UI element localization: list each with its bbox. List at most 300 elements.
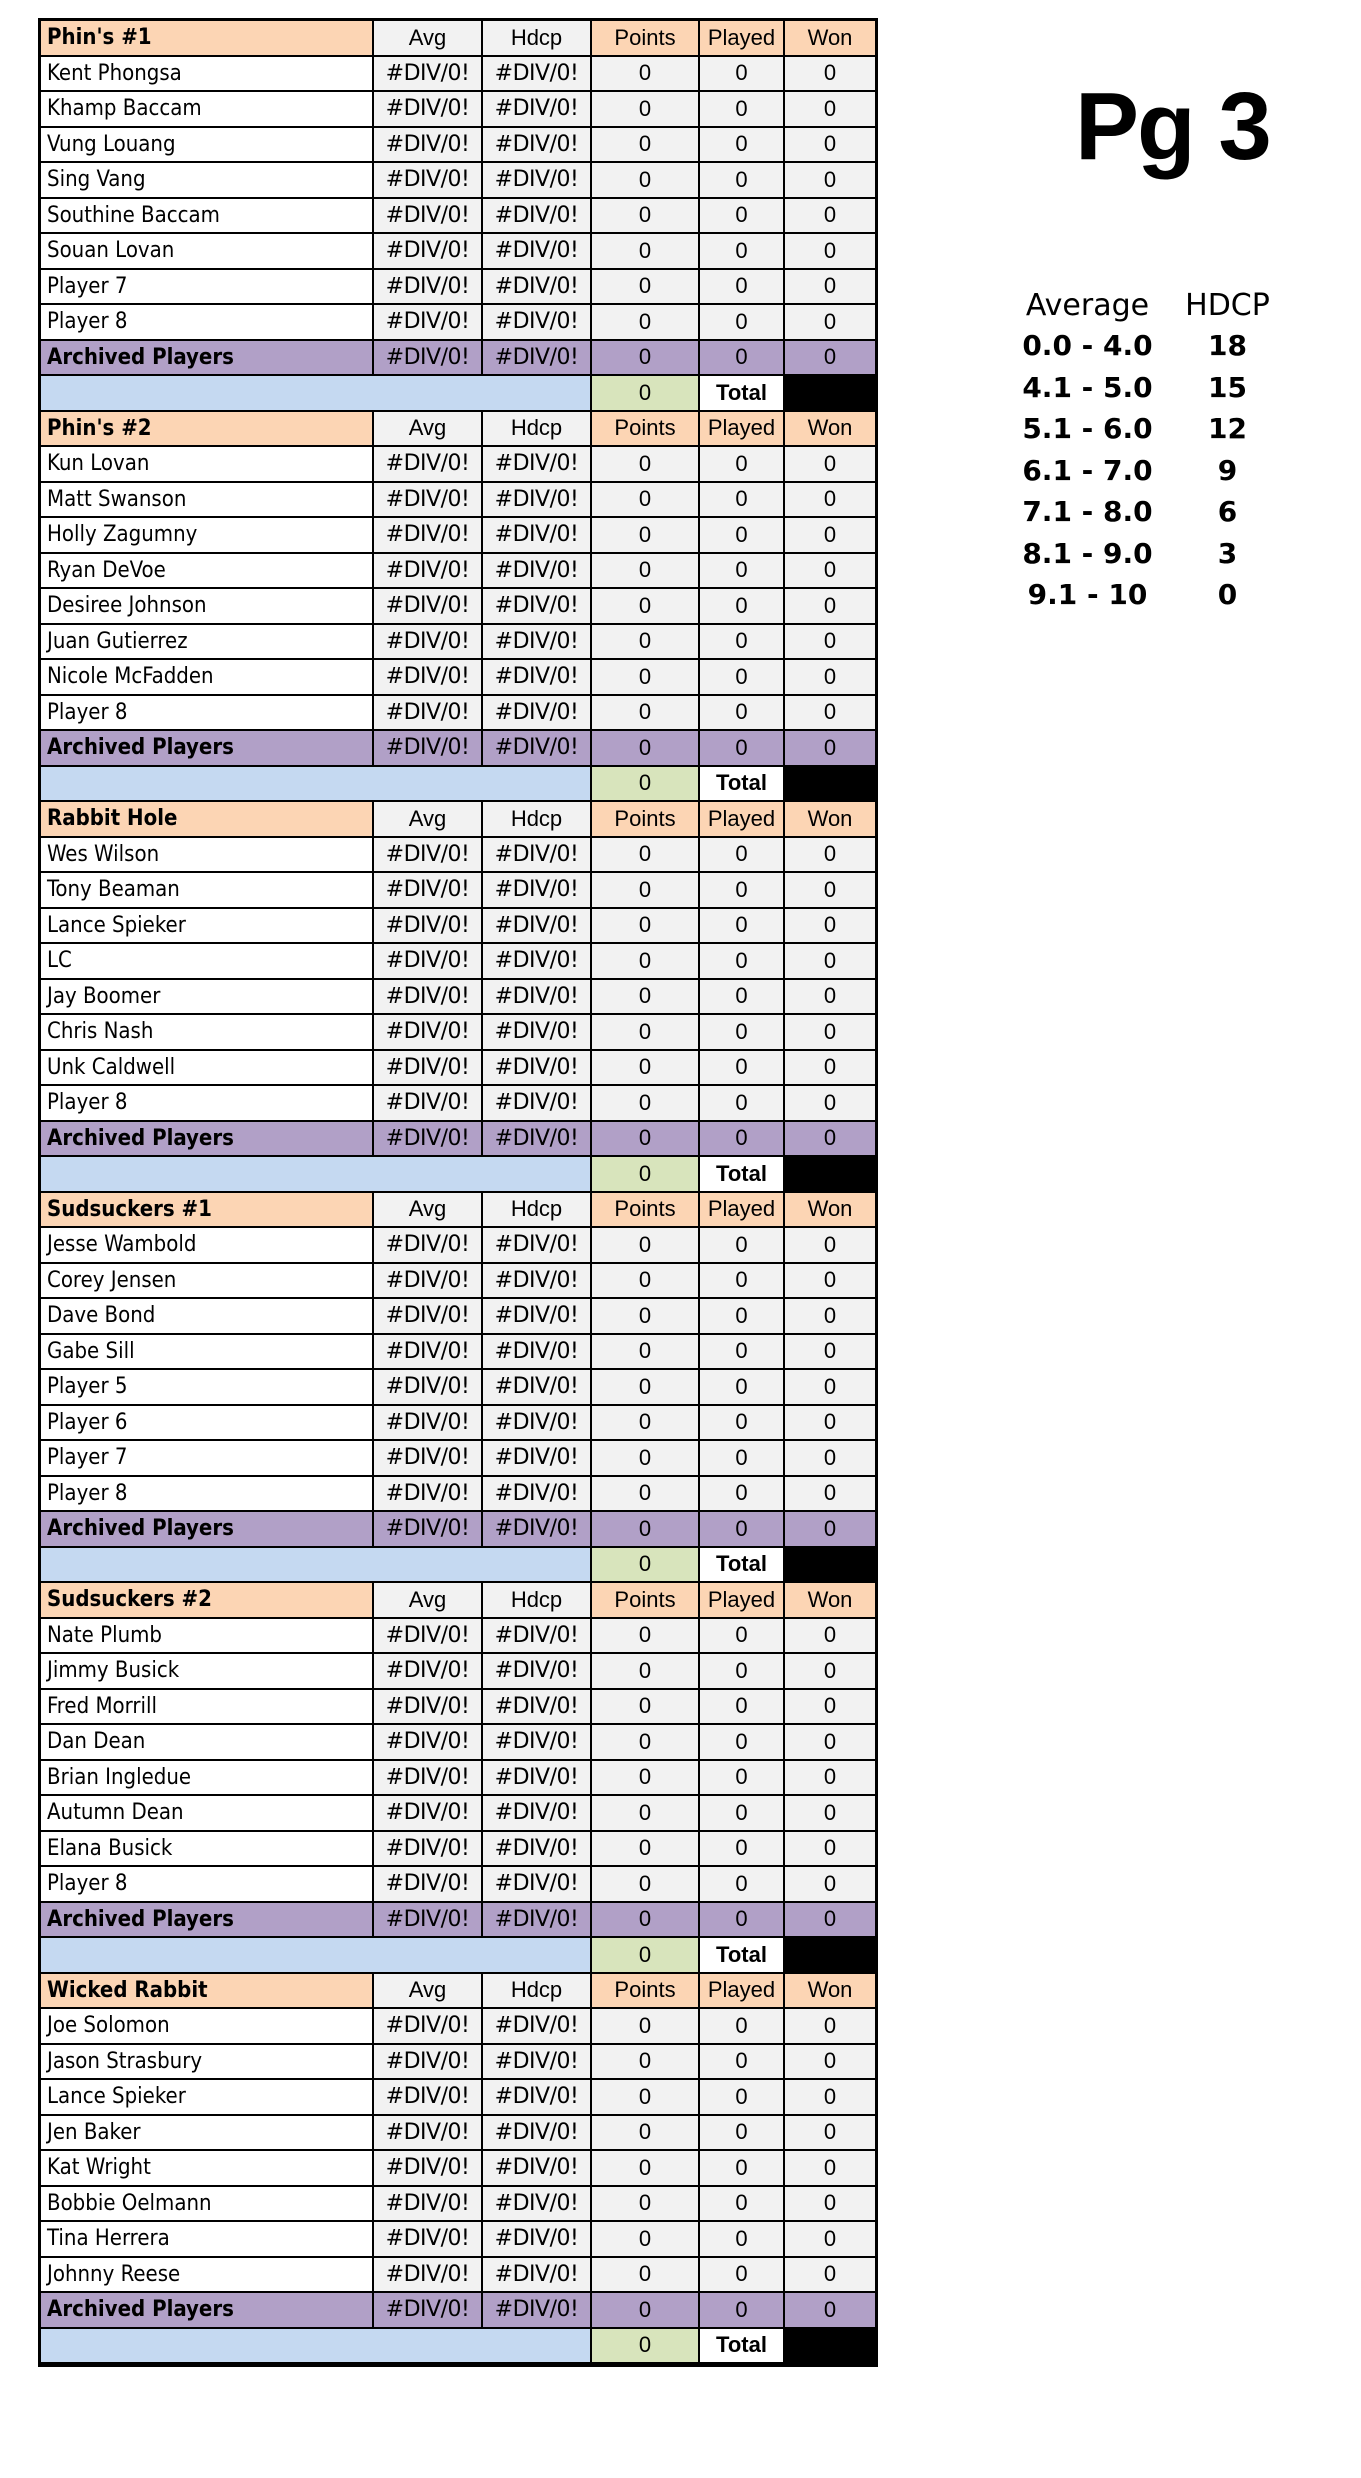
player-name[interactable]: Dan Dean [41,1725,374,1761]
player-points[interactable]: 0 [592,696,700,732]
player-won[interactable]: 0 [785,1228,875,1264]
player-hdcp[interactable]: #DIV/0! [483,2187,592,2223]
archived-won[interactable]: 0 [785,1512,875,1548]
player-won[interactable]: 0 [785,57,875,93]
player-hdcp[interactable]: #DIV/0! [483,1761,592,1797]
player-avg[interactable]: #DIV/0! [374,1051,483,1087]
player-points[interactable]: 0 [592,2187,700,2223]
player-points[interactable]: 0 [592,447,700,483]
archived-played[interactable]: 0 [700,1512,785,1548]
player-points[interactable]: 0 [592,2045,700,2081]
player-hdcp[interactable]: #DIV/0! [483,1654,592,1690]
player-hdcp[interactable]: #DIV/0! [483,1370,592,1406]
player-won[interactable]: 0 [785,1477,875,1513]
player-hdcp[interactable]: #DIV/0! [483,909,592,945]
player-won[interactable]: 0 [785,1051,875,1087]
player-won[interactable]: 0 [785,234,875,270]
team-total-points[interactable]: 0 [592,2329,700,2365]
archived-points[interactable]: 0 [592,1122,700,1158]
player-played[interactable]: 0 [700,2080,785,2116]
player-won[interactable]: 0 [785,589,875,625]
player-played[interactable]: 0 [700,660,785,696]
player-points[interactable]: 0 [592,1086,700,1122]
player-avg[interactable]: #DIV/0! [374,305,483,341]
player-won[interactable]: 0 [785,1619,875,1655]
player-points[interactable]: 0 [592,2116,700,2152]
team-name[interactable]: Rabbit Hole [41,802,374,838]
archived-won[interactable]: 0 [785,2293,875,2329]
player-played[interactable]: 0 [700,1299,785,1335]
player-name[interactable]: Jimmy Busick [41,1654,374,1690]
archived-points[interactable]: 0 [592,1903,700,1939]
player-avg[interactable]: #DIV/0! [374,1264,483,1300]
player-played[interactable]: 0 [700,1725,785,1761]
archived-points[interactable]: 0 [592,731,700,767]
player-points[interactable]: 0 [592,1441,700,1477]
player-points[interactable]: 0 [592,1228,700,1264]
player-hdcp[interactable]: #DIV/0! [483,1335,592,1371]
archived-players-label[interactable]: Archived Players [41,1122,374,1158]
player-won[interactable]: 0 [785,944,875,980]
player-name[interactable]: Autumn Dean [41,1796,374,1832]
player-avg[interactable]: #DIV/0! [374,1690,483,1726]
archived-played[interactable]: 0 [700,2293,785,2329]
player-name[interactable]: Wes Wilson [41,838,374,874]
player-avg[interactable]: #DIV/0! [374,1654,483,1690]
archived-played[interactable]: 0 [700,341,785,377]
player-name[interactable]: Souan Lovan [41,234,374,270]
player-played[interactable]: 0 [700,1051,785,1087]
player-avg[interactable]: #DIV/0! [374,980,483,1016]
player-name[interactable]: Player 8 [41,1867,374,1903]
player-points[interactable]: 0 [592,1654,700,1690]
player-avg[interactable]: #DIV/0! [374,2045,483,2081]
player-hdcp[interactable]: #DIV/0! [483,1477,592,1513]
player-avg[interactable]: #DIV/0! [374,909,483,945]
player-avg[interactable]: #DIV/0! [374,2187,483,2223]
team-total-points[interactable]: 0 [592,767,700,803]
player-name[interactable]: Player 8 [41,1477,374,1513]
player-hdcp[interactable]: #DIV/0! [483,1619,592,1655]
player-name[interactable]: Player 8 [41,305,374,341]
archived-players-label[interactable]: Archived Players [41,1512,374,1548]
player-won[interactable]: 0 [785,1299,875,1335]
player-points[interactable]: 0 [592,1299,700,1335]
player-points[interactable]: 0 [592,1406,700,1442]
player-points[interactable]: 0 [592,838,700,874]
player-hdcp[interactable]: #DIV/0! [483,57,592,93]
player-hdcp[interactable]: #DIV/0! [483,1725,592,1761]
player-points[interactable]: 0 [592,1796,700,1832]
player-played[interactable]: 0 [700,128,785,164]
player-points[interactable]: 0 [592,483,700,519]
player-name[interactable]: Nicole McFadden [41,660,374,696]
player-played[interactable]: 0 [700,2187,785,2223]
player-played[interactable]: 0 [700,2222,785,2258]
player-avg[interactable]: #DIV/0! [374,1299,483,1335]
player-played[interactable]: 0 [700,1335,785,1371]
player-played[interactable]: 0 [700,944,785,980]
player-points[interactable]: 0 [592,1690,700,1726]
player-hdcp[interactable]: #DIV/0! [483,589,592,625]
player-won[interactable]: 0 [785,163,875,199]
player-hdcp[interactable]: #DIV/0! [483,2151,592,2187]
player-played[interactable]: 0 [700,2045,785,2081]
archived-avg[interactable]: #DIV/0! [374,1903,483,1939]
player-avg[interactable]: #DIV/0! [374,1086,483,1122]
player-avg[interactable]: #DIV/0! [374,1832,483,1868]
player-avg[interactable]: #DIV/0! [374,873,483,909]
player-played[interactable]: 0 [700,234,785,270]
player-name[interactable]: Desiree Johnson [41,589,374,625]
archived-players-label[interactable]: Archived Players [41,341,374,377]
player-won[interactable]: 0 [785,1725,875,1761]
player-won[interactable]: 0 [785,909,875,945]
player-played[interactable]: 0 [700,2116,785,2152]
player-played[interactable]: 0 [700,270,785,306]
player-avg[interactable]: #DIV/0! [374,625,483,661]
player-points[interactable]: 0 [592,1015,700,1051]
player-avg[interactable]: #DIV/0! [374,483,483,519]
player-won[interactable]: 0 [785,2116,875,2152]
archived-won[interactable]: 0 [785,341,875,377]
player-hdcp[interactable]: #DIV/0! [483,838,592,874]
player-name[interactable]: Player 8 [41,1086,374,1122]
player-played[interactable]: 0 [700,1690,785,1726]
player-played[interactable]: 0 [700,305,785,341]
archived-players-label[interactable]: Archived Players [41,2293,374,2329]
player-points[interactable]: 0 [592,199,700,235]
player-avg[interactable]: #DIV/0! [374,1796,483,1832]
archived-played[interactable]: 0 [700,1903,785,1939]
player-points[interactable]: 0 [592,1370,700,1406]
player-avg[interactable]: #DIV/0! [374,1619,483,1655]
player-avg[interactable]: #DIV/0! [374,1370,483,1406]
player-name[interactable]: Matt Swanson [41,483,374,519]
player-avg[interactable]: #DIV/0! [374,57,483,93]
player-name[interactable]: Joe Solomon [41,2009,374,2045]
player-played[interactable]: 0 [700,980,785,1016]
player-won[interactable]: 0 [785,1690,875,1726]
player-name[interactable]: LC [41,944,374,980]
player-won[interactable]: 0 [785,1832,875,1868]
player-won[interactable]: 0 [785,2009,875,2045]
player-hdcp[interactable]: #DIV/0! [483,554,592,590]
player-avg[interactable]: #DIV/0! [374,589,483,625]
player-played[interactable]: 0 [700,1619,785,1655]
player-avg[interactable]: #DIV/0! [374,2222,483,2258]
player-played[interactable]: 0 [700,909,785,945]
player-avg[interactable]: #DIV/0! [374,128,483,164]
player-name[interactable]: Elana Busick [41,1832,374,1868]
player-avg[interactable]: #DIV/0! [374,696,483,732]
archived-hdcp[interactable]: #DIV/0! [483,1903,592,1939]
player-hdcp[interactable]: #DIV/0! [483,2258,592,2294]
player-hdcp[interactable]: #DIV/0! [483,2222,592,2258]
archived-won[interactable]: 0 [785,1903,875,1939]
player-name[interactable]: Nate Plumb [41,1619,374,1655]
player-played[interactable]: 0 [700,483,785,519]
player-hdcp[interactable]: #DIV/0! [483,270,592,306]
player-hdcp[interactable]: #DIV/0! [483,980,592,1016]
player-hdcp[interactable]: #DIV/0! [483,483,592,519]
player-won[interactable]: 0 [785,447,875,483]
player-won[interactable]: 0 [785,2187,875,2223]
player-won[interactable]: 0 [785,660,875,696]
player-hdcp[interactable]: #DIV/0! [483,1867,592,1903]
player-won[interactable]: 0 [785,1264,875,1300]
player-played[interactable]: 0 [700,554,785,590]
player-won[interactable]: 0 [785,1441,875,1477]
player-points[interactable]: 0 [592,625,700,661]
player-hdcp[interactable]: #DIV/0! [483,1015,592,1051]
player-points[interactable]: 0 [592,57,700,93]
player-played[interactable]: 0 [700,1406,785,1442]
player-points[interactable]: 0 [592,92,700,128]
player-hdcp[interactable]: #DIV/0! [483,1690,592,1726]
player-points[interactable]: 0 [592,589,700,625]
archived-points[interactable]: 0 [592,341,700,377]
player-hdcp[interactable]: #DIV/0! [483,1264,592,1300]
player-name[interactable]: Dave Bond [41,1299,374,1335]
archived-players-label[interactable]: Archived Players [41,1903,374,1939]
archived-played[interactable]: 0 [700,1122,785,1158]
player-won[interactable]: 0 [785,2258,875,2294]
player-points[interactable]: 0 [592,2222,700,2258]
player-name[interactable]: Juan Gutierrez [41,625,374,661]
player-hdcp[interactable]: #DIV/0! [483,625,592,661]
player-won[interactable]: 0 [785,1086,875,1122]
player-points[interactable]: 0 [592,1867,700,1903]
player-played[interactable]: 0 [700,1086,785,1122]
archived-avg[interactable]: #DIV/0! [374,341,483,377]
player-avg[interactable]: #DIV/0! [374,92,483,128]
team-name[interactable]: Wicked Rabbit [41,1974,374,2010]
player-name[interactable]: Sing Vang [41,163,374,199]
player-points[interactable]: 0 [592,2080,700,2116]
player-played[interactable]: 0 [700,1761,785,1797]
player-hdcp[interactable]: #DIV/0! [483,1441,592,1477]
player-won[interactable]: 0 [785,1867,875,1903]
player-won[interactable]: 0 [785,2080,875,2116]
player-played[interactable]: 0 [700,873,785,909]
archived-hdcp[interactable]: #DIV/0! [483,1122,592,1158]
player-name[interactable]: Lance Spieker [41,2080,374,2116]
player-name[interactable]: Vung Louang [41,128,374,164]
player-played[interactable]: 0 [700,1867,785,1903]
player-won[interactable]: 0 [785,980,875,1016]
player-played[interactable]: 0 [700,1832,785,1868]
player-name[interactable]: Holly Zagumny [41,518,374,554]
archived-avg[interactable]: #DIV/0! [374,731,483,767]
player-name[interactable]: Brian Ingledue [41,1761,374,1797]
player-hdcp[interactable]: #DIV/0! [483,696,592,732]
player-name[interactable]: Ryan DeVoe [41,554,374,590]
player-avg[interactable]: #DIV/0! [374,1867,483,1903]
player-avg[interactable]: #DIV/0! [374,2258,483,2294]
player-played[interactable]: 0 [700,1264,785,1300]
player-hdcp[interactable]: #DIV/0! [483,660,592,696]
player-name[interactable]: Jason Strasbury [41,2045,374,2081]
player-hdcp[interactable]: #DIV/0! [483,1086,592,1122]
player-played[interactable]: 0 [700,1370,785,1406]
player-played[interactable]: 0 [700,838,785,874]
team-name[interactable]: Phin's #1 [41,21,374,57]
player-played[interactable]: 0 [700,163,785,199]
player-points[interactable]: 0 [592,128,700,164]
player-points[interactable]: 0 [592,270,700,306]
player-avg[interactable]: #DIV/0! [374,1406,483,1442]
player-avg[interactable]: #DIV/0! [374,1725,483,1761]
player-points[interactable]: 0 [592,1477,700,1513]
player-points[interactable]: 0 [592,660,700,696]
player-hdcp[interactable]: #DIV/0! [483,2045,592,2081]
player-points[interactable]: 0 [592,2009,700,2045]
player-avg[interactable]: #DIV/0! [374,447,483,483]
player-hdcp[interactable]: #DIV/0! [483,234,592,270]
player-hdcp[interactable]: #DIV/0! [483,1796,592,1832]
player-avg[interactable]: #DIV/0! [374,1335,483,1371]
team-name[interactable]: Sudsuckers #1 [41,1193,374,1229]
player-played[interactable]: 0 [700,57,785,93]
player-won[interactable]: 0 [785,518,875,554]
team-total-points[interactable]: 0 [592,1938,700,1974]
archived-points[interactable]: 0 [592,1512,700,1548]
archived-avg[interactable]: #DIV/0! [374,2293,483,2329]
player-avg[interactable]: #DIV/0! [374,2151,483,2187]
player-hdcp[interactable]: #DIV/0! [483,873,592,909]
player-name[interactable]: Johnny Reese [41,2258,374,2294]
player-points[interactable]: 0 [592,1619,700,1655]
player-won[interactable]: 0 [785,483,875,519]
player-points[interactable]: 0 [592,234,700,270]
player-avg[interactable]: #DIV/0! [374,1015,483,1051]
archived-hdcp[interactable]: #DIV/0! [483,2293,592,2329]
player-won[interactable]: 0 [785,838,875,874]
team-name[interactable]: Sudsuckers #2 [41,1583,374,1619]
player-points[interactable]: 0 [592,2151,700,2187]
player-won[interactable]: 0 [785,696,875,732]
player-points[interactable]: 0 [592,554,700,590]
player-hdcp[interactable]: #DIV/0! [483,2116,592,2152]
player-won[interactable]: 0 [785,199,875,235]
player-avg[interactable]: #DIV/0! [374,944,483,980]
player-name[interactable]: Kat Wright [41,2151,374,2187]
player-hdcp[interactable]: #DIV/0! [483,1299,592,1335]
player-avg[interactable]: #DIV/0! [374,270,483,306]
player-won[interactable]: 0 [785,625,875,661]
player-points[interactable]: 0 [592,1264,700,1300]
player-name[interactable]: Player 7 [41,1441,374,1477]
player-hdcp[interactable]: #DIV/0! [483,518,592,554]
player-points[interactable]: 0 [592,980,700,1016]
player-name[interactable]: Chris Nash [41,1015,374,1051]
player-played[interactable]: 0 [700,2258,785,2294]
player-played[interactable]: 0 [700,2151,785,2187]
player-hdcp[interactable]: #DIV/0! [483,1406,592,1442]
player-played[interactable]: 0 [700,1228,785,1264]
player-avg[interactable]: #DIV/0! [374,2009,483,2045]
player-name[interactable]: Khamp Baccam [41,92,374,128]
player-name[interactable]: Unk Caldwell [41,1051,374,1087]
player-avg[interactable]: #DIV/0! [374,1441,483,1477]
player-avg[interactable]: #DIV/0! [374,1477,483,1513]
player-won[interactable]: 0 [785,1761,875,1797]
player-points[interactable]: 0 [592,1725,700,1761]
player-won[interactable]: 0 [785,128,875,164]
player-won[interactable]: 0 [785,873,875,909]
player-name[interactable]: Player 5 [41,1370,374,1406]
player-won[interactable]: 0 [785,270,875,306]
player-avg[interactable]: #DIV/0! [374,234,483,270]
player-avg[interactable]: #DIV/0! [374,163,483,199]
player-points[interactable]: 0 [592,1832,700,1868]
player-won[interactable]: 0 [785,2151,875,2187]
player-hdcp[interactable]: #DIV/0! [483,1228,592,1264]
player-points[interactable]: 0 [592,305,700,341]
player-played[interactable]: 0 [700,589,785,625]
player-name[interactable]: Bobbie Oelmann [41,2187,374,2223]
player-points[interactable]: 0 [592,873,700,909]
team-total-points[interactable]: 0 [592,376,700,412]
player-hdcp[interactable]: #DIV/0! [483,128,592,164]
player-won[interactable]: 0 [785,554,875,590]
player-name[interactable]: Player 7 [41,270,374,306]
player-played[interactable]: 0 [700,1477,785,1513]
player-won[interactable]: 0 [785,1015,875,1051]
player-played[interactable]: 0 [700,625,785,661]
team-total-points[interactable]: 0 [592,1157,700,1193]
player-won[interactable]: 0 [785,1370,875,1406]
archived-hdcp[interactable]: #DIV/0! [483,731,592,767]
player-name[interactable]: Fred Morrill [41,1690,374,1726]
player-name[interactable]: Jesse Wambold [41,1228,374,1264]
player-avg[interactable]: #DIV/0! [374,199,483,235]
player-avg[interactable]: #DIV/0! [374,2116,483,2152]
player-name[interactable]: Kent Phongsa [41,57,374,93]
player-points[interactable]: 0 [592,163,700,199]
player-points[interactable]: 0 [592,1335,700,1371]
player-won[interactable]: 0 [785,1654,875,1690]
archived-points[interactable]: 0 [592,2293,700,2329]
player-points[interactable]: 0 [592,518,700,554]
player-won[interactable]: 0 [785,1406,875,1442]
player-hdcp[interactable]: #DIV/0! [483,163,592,199]
player-avg[interactable]: #DIV/0! [374,554,483,590]
archived-avg[interactable]: #DIV/0! [374,1122,483,1158]
archived-hdcp[interactable]: #DIV/0! [483,1512,592,1548]
player-hdcp[interactable]: #DIV/0! [483,2009,592,2045]
player-won[interactable]: 0 [785,2222,875,2258]
player-played[interactable]: 0 [700,92,785,128]
team-total-points[interactable]: 0 [592,1548,700,1584]
player-name[interactable]: Tina Herrera [41,2222,374,2258]
player-name[interactable]: Kun Lovan [41,447,374,483]
player-played[interactable]: 0 [700,518,785,554]
player-played[interactable]: 0 [700,696,785,732]
player-name[interactable]: Lance Spieker [41,909,374,945]
player-won[interactable]: 0 [785,1335,875,1371]
player-points[interactable]: 0 [592,1761,700,1797]
player-avg[interactable]: #DIV/0! [374,1228,483,1264]
player-avg[interactable]: #DIV/0! [374,660,483,696]
player-won[interactable]: 0 [785,305,875,341]
player-hdcp[interactable]: #DIV/0! [483,305,592,341]
player-name[interactable]: Player 6 [41,1406,374,1442]
archived-hdcp[interactable]: #DIV/0! [483,341,592,377]
player-won[interactable]: 0 [785,1796,875,1832]
player-played[interactable]: 0 [700,1796,785,1832]
